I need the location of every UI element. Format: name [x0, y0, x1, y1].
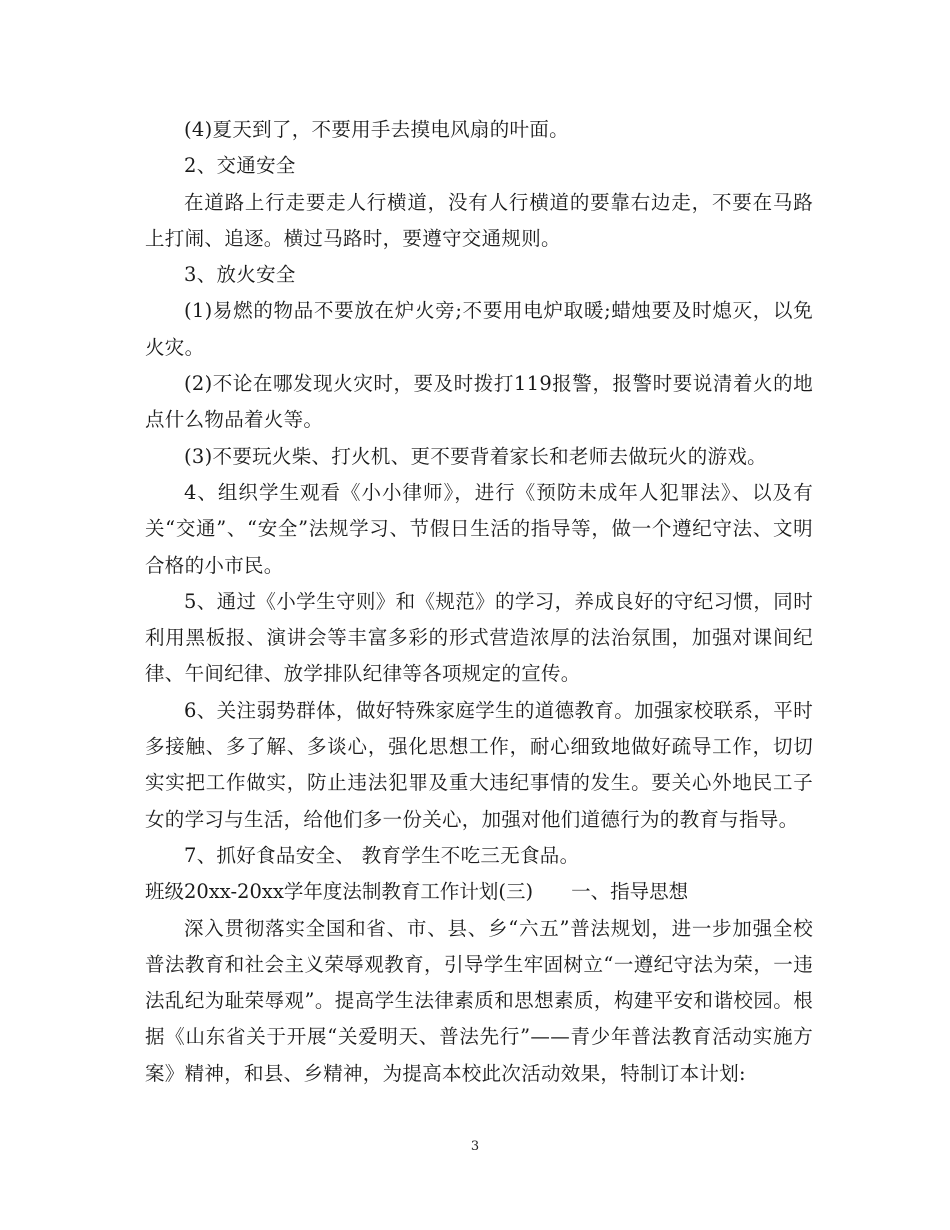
section-subheading: 一、指导思想 [571, 880, 689, 904]
paragraph-guiding-thought: 深入贯彻落实全国和省、市、县、乡“六五”普法规划，进一步加强全校普法教育和社会主义荣辱观教育，引导学生牢固树立“一遵纪守法为荣，一违法乱纪为耻荣辱观”。提高学生法律素质和思想素质，构建平安和谐校园。根据《山东省关于开展“关爱明天、普法先行”——青少年普法教育活动实施方案》精神，和县、乡精神，为提高本校此次活动效果，特制订本计划: [145, 916, 813, 1085]
document-body [145, 112, 813, 1092]
heading-traffic-safety: 2、交通安全 [184, 154, 296, 178]
paragraph-item-7: 7、抓好食品安全、 教育学生不吃三无食品。 [184, 843, 580, 867]
paragraph-item-6: 6、关注弱势群体，做好特殊家庭学生的道德教育。加强家校联系，平时多接触、多了解、多谈心，强化思想工作，耐心细致地做好疏导工作，切切实实把工作做实，防止违法犯罪及重大违纪事情的发生。要关心外地民工子女的学习与生活，给他们多一份关心，加强对他们道德行为的教育与指导。 [145, 698, 813, 831]
heading-fire-safety: 3、放火安全 [184, 263, 296, 287]
paragraph-summer-fan: (4)夏天到了，不要用手去摸电风扇的叶面。 [184, 118, 569, 141]
section-title: 班级20xx-20xx学年度法制教育工作计划(三) [145, 880, 534, 904]
page-number: 3 [470, 1139, 480, 1154]
paragraph-fire-item-2: (2)不论在哪发现火灾时，要及时拨打119报警，报警时要说清着火的地点什么物品着火等。 [145, 372, 813, 432]
paragraph-fire-item-3: (3)不要玩火柴、打火机、更不要背着家长和老师去做玩火的游戏。 [184, 444, 767, 468]
paragraph-item-4: 4、组织学生观看《小小律师》，进行《预防未成年人犯罪法》、以及有关“交通”、“安全”法规学习、节假日生活的指导等，做一个遵纪守法、文明合格的小市民。 [145, 480, 813, 577]
section-heading-line [145, 874, 813, 910]
paragraph-fire-item-1: (1)易燃的物品不要放在炉火旁;不要用电炉取暖;蜡烛要及时熄灭，以免火灾。 [145, 299, 813, 359]
paragraph-traffic-rules: 在道路上行走要走人行横道，没有人行横道的要靠右边走，不要在马路上打闹、追逐。横过马路时，要遵守交通规则。 [145, 190, 813, 250]
paragraph-item-5: 5、通过《小学生守则》和《规范》的学习，养成良好的守纪习惯，同时利用黑板报、演讲会等丰富多彩的形式营造浓厚的法治氛围，加强对课间纪律、午间纪律、放学排队纪律等各项规定的宣传。 [145, 589, 813, 686]
